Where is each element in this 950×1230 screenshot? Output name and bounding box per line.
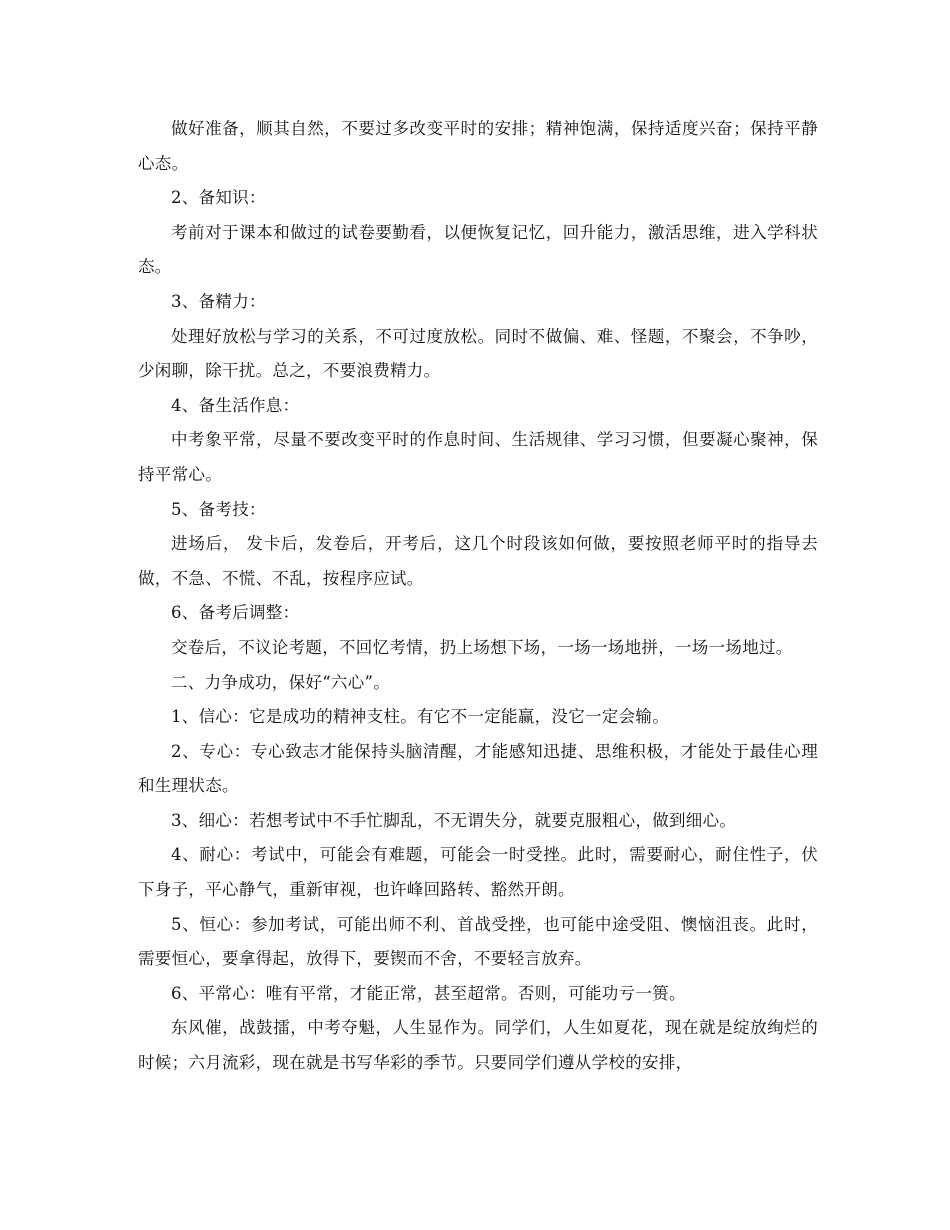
heading-knowledge: 2、备知识： [171,188,266,208]
paragraph-knowledge: 考前对于课本和做过的试卷要勤看，以便恢复记忆，回升能力，激活思维，进入学科状态。 [138,222,818,277]
heading-routine: 4、备生活作息： [171,395,300,415]
paragraph-carefulness: 3、细心：若想考试中不手忙脚乱，不无谓失分，就要克服粗心，做到细心。 [171,810,737,830]
paragraph-post-exam: 交卷后，不议论考题，不回忆考情，扔上场想下场，一场一场地拼，一场一场地过。 [171,637,793,657]
paragraph-closing: 东风催，战鼓擂，中考夺魁，人生显作为。同学们，人生如夏花，现在就是绽放绚烂的时候；六月流彩，现在就是书写华彩的季节。只要同学们遵从学校的安排， [138,1018,818,1073]
paragraph-energy: 处理好放松与学习的关系，不可过度放松。同时不做偏、难、怪题，不聚会，不争吵，少闲聊，除干扰。总之，不要浪费精力。 [138,326,818,381]
paragraph-exam-skills: 进场后， 发卡后，发卷后，开考后，这几个时段该如何做，要按照老师平时的指导去做，不急、不慌、不乱，按程序应试。 [138,534,818,588]
paragraph-routine: 中考象平常，尽量不要改变平时的作息时间、生活规律、学习习惯，但要凝心聚神，保持平常心。 [138,430,818,484]
paragraph-prep-intro: 做好准备，顺其自然，不要过多改变平时的安排；精神饱满，保持适度兴奋；保持平静心态。 [138,119,818,173]
document-page [138,112,818,1081]
paragraph-perseverance: 5、恒心：参加考试，可能出师不利、首战受挫，也可能中途受阻、懊恼沮丧。此时，需要恒心，要拿得起，放得下，要锲而不舍，不要轻言放弃。 [138,914,818,969]
paragraph-calm-mind: 6、平常心：唯有平常，才能正常，甚至超常。否则，可能功亏一篑。 [171,983,686,1003]
paragraph-confidence: 1、信心：它是成功的精神支柱。有它不一定能赢，没它一定会输。 [171,707,669,727]
paragraph-focus: 2、专心：专心致志才能保持头脑清醒，才能感知迅捷、思维积极，才能处于最佳心理和生理状态。 [138,741,818,796]
heading-exam-skills: 5、备考技： [171,499,266,519]
section-heading-six-hearts: 二、力争成功，保好“六心”。 [171,672,391,692]
paragraph-patience: 4、耐心：考试中，可能会有难题，可能会一时受挫。此时，需要耐心，耐住性子，伏下身子，平心静气，重新审视，也许峰回路转、豁然开朗。 [138,845,818,900]
heading-energy: 3、备精力： [171,291,266,311]
heading-post-exam: 6、备考后调整： [171,603,300,623]
